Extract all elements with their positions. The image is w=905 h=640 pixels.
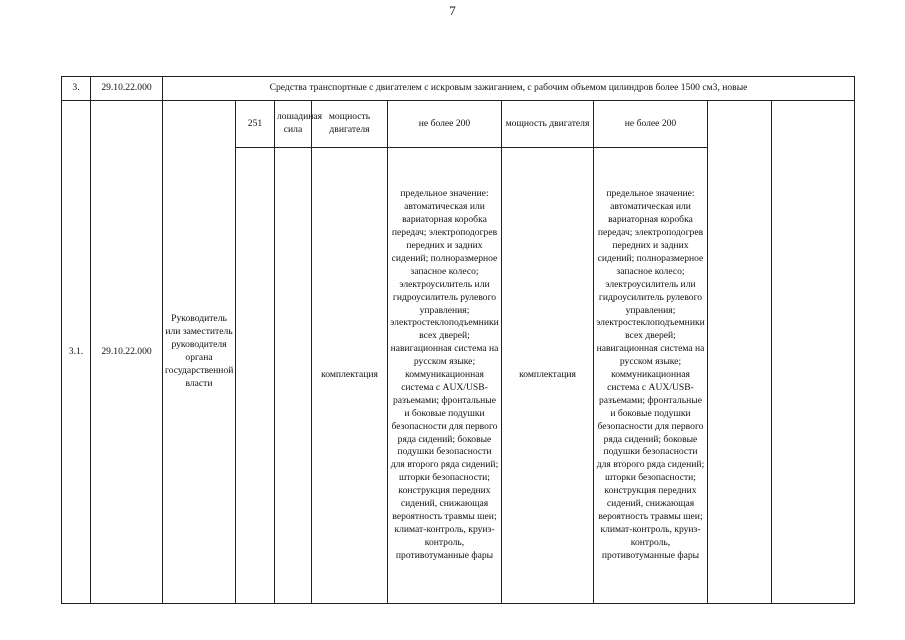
unit-name-cell: лошадиная сила bbox=[275, 101, 312, 148]
row-number-cell: 3.1. bbox=[62, 101, 91, 604]
empty-cell bbox=[236, 148, 275, 604]
equipment-name-cell: комплектация bbox=[502, 148, 594, 604]
equipment-value-cell: предельное значение: автоматическая или вариаторная коробка передач; электроподогрев передних и задних сидений; полноразмерное запасное колесо; электроусилитель или гидроусилитель рулевого управления; электростеклоподъемники всех дверей; навигационная система на русском языке; коммуникационная система с AUX/USB-разъемами; фронтальные и боковые подушки безопасности для первого ряда сидений; боковые подушки безопасности для второго ряда сидений; шторки безопасности; конструкция передних сидений, снижающая вероятность травмы шеи; климат-контроль, круиз-контроль, противотуманные фары bbox=[594, 148, 708, 604]
characteristic-name-cell: мощность двигателя bbox=[502, 101, 594, 148]
okpd-code-cell: 29.10.22.000 bbox=[91, 101, 163, 604]
empty-cell bbox=[772, 101, 855, 604]
characteristic-value-cell: не более 200 bbox=[594, 101, 708, 148]
okpd-code-cell: 29.10.22.000 bbox=[91, 77, 163, 101]
table-row bbox=[62, 101, 855, 148]
characteristic-name-cell: мощность двигателя bbox=[312, 101, 388, 148]
equipment-value-cell: предельное значение: автоматическая или вариаторная коробка передач; электроподогрев передних и задних сидений; полноразмерное запасное колесо; электроусилитель или гидроусилитель рулевого управления; электростеклоподъемники всех дверей; навигационная система на русском языке; коммуникационная система с AUX/USB-разъемами; фронтальные и боковые подушки безопасности для первого ряда сидений; боковые подушки безопасности для второго ряда сидений; шторки безопасности; конструкция передних сидений, снижающая вероятность травмы шеи; климат-контроль, круиз-контроль, противотуманные фары bbox=[388, 148, 502, 604]
page-number: 7 bbox=[449, 3, 456, 18]
row-number-cell: 3. bbox=[62, 77, 91, 101]
product-description-cell: Средства транспортные с двигателем с искровым зажиганием, с рабочим объемом цилиндров более 1500 см3, новые bbox=[163, 77, 855, 101]
characteristic-value-cell: не более 200 bbox=[388, 101, 502, 148]
position-cell: Руководитель или заместитель руководителя органа государственной власти bbox=[163, 101, 236, 604]
empty-cell bbox=[708, 101, 772, 604]
table-row bbox=[62, 77, 855, 101]
empty-cell bbox=[275, 148, 312, 604]
equipment-name-cell: комплектация bbox=[312, 148, 388, 604]
requirements-table bbox=[61, 76, 855, 604]
unit-code-cell: 251 bbox=[236, 101, 275, 148]
